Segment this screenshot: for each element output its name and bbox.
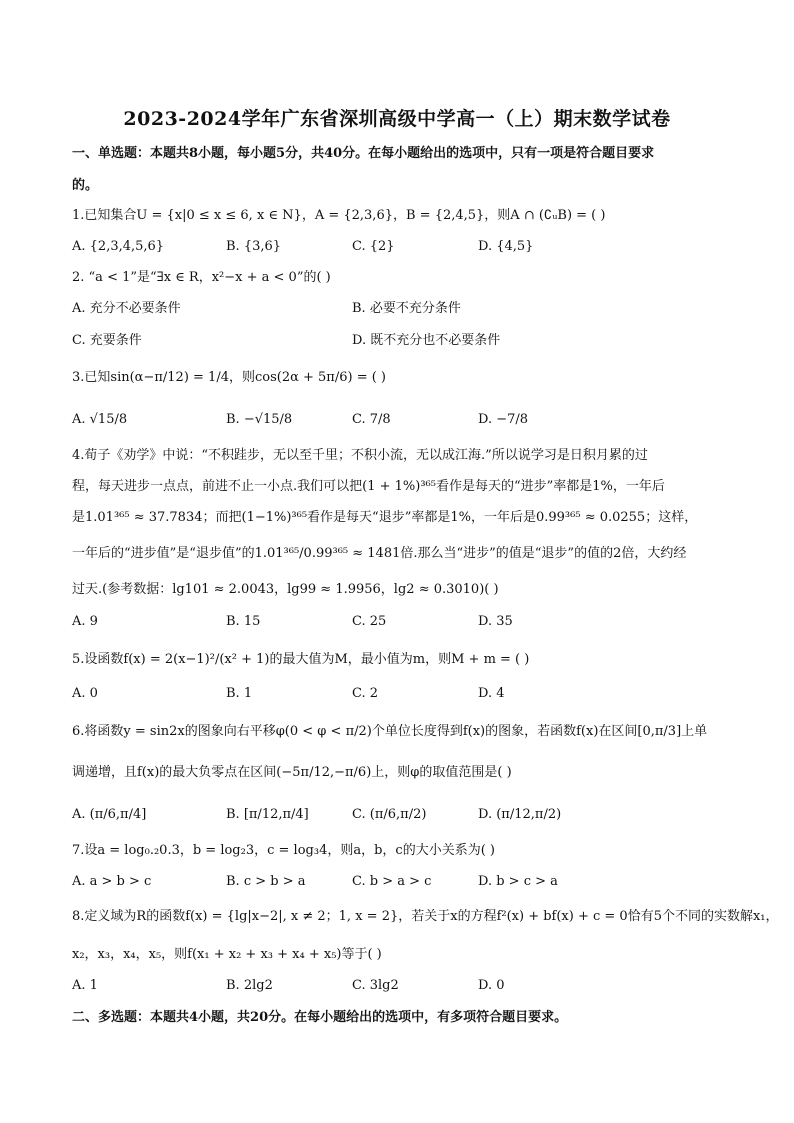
- option-d: D. 35: [478, 614, 513, 629]
- option-c: C. 3lg2: [352, 978, 399, 993]
- option-d: D. (π/12,π/2): [478, 807, 562, 822]
- question-8-line-1: 8.定义域为R的函数f(x) = {lg|x−2|, x ≠ 2；1, x = 2}，若关于x的方程f²(x) + bf(x) + c = 0恰有5个不同的实数解x₁，: [72, 909, 779, 924]
- question-6-options: [0, 805, 794, 825]
- option-b: B. −√15/8: [226, 412, 293, 427]
- option-d: D. 4: [478, 686, 505, 701]
- question-5-stem: 5.设函数f(x) = 2(x−1)²/(x² + 1)的最大值为M，最小值为m，则M + m = ( ): [72, 652, 530, 667]
- option-c: C. 7/8: [352, 412, 391, 427]
- question-3-stem: 3.已知sin(α−π/12) = 1/4，则cos(2α + 5π/6) = ( ): [72, 370, 386, 385]
- option-c: C. {2}: [352, 239, 395, 254]
- question-5-options: [0, 684, 794, 704]
- page-title: 2023-2024学年广东省深圳高级中学高一（上）期末数学试卷: [123, 108, 671, 130]
- question-2-options-row2: [0, 331, 794, 351]
- option-d: D. b > c > a: [478, 874, 558, 889]
- question-2-options-row1: [0, 299, 794, 319]
- option-b: B. 1: [226, 686, 253, 701]
- option-a: A. 充分不必要条件: [72, 301, 181, 316]
- option-c: C. 2: [352, 686, 379, 701]
- question-4-line-1: 4.荀子《劝学》中说：“不积跬步，无以至千里；不积小流，无以成江海.”所以说学习是日积月累的过: [72, 448, 648, 463]
- question-1-stem: 1.已知集合U = {x|0 ≤ x ≤ 6, x ∈ N}，A = {2,3,6}，B = {2,4,5}，则A ∩ (∁ᵤB) = ( ): [72, 208, 606, 223]
- option-a: A. 9: [72, 614, 98, 629]
- option-b: B. c > b > a: [226, 874, 306, 889]
- question-4-line-3: 是1.01³⁶⁵ ≈ 37.7834；而把(1−1%)³⁶⁵看作是每天“退步”率都是1%，一年后是0.99³⁶⁵ ≈ 0.0255；这样，: [72, 510, 698, 525]
- option-c: C. 25: [352, 614, 387, 629]
- option-d: D. −7/8: [478, 412, 529, 427]
- question-7-stem: 7.设a = log₀.₂0.3，b = log₂3，c = log₃4，则a，b，c的大小关系为( ): [72, 843, 495, 858]
- question-7-options: [0, 872, 794, 892]
- question-6-line-2: 调递增，且f(x)的最大负零点在区间(−5π/12,−π/6)上，则φ的取值范围是( ): [72, 765, 512, 780]
- question-4-line-5: 过天.(参考数据：lg101 ≈ 2.0043，lg99 ≈ 1.9956，lg2 ≈ 0.3010)( ): [72, 582, 499, 597]
- option-a: A. 0: [72, 686, 98, 701]
- question-4-line-4: 一年后的“进步值”是“退步值”的1.01³⁶⁵/0.99³⁶⁵ ≈ 1481倍.那么当“进步”的值是“退步”的值的2倍，大约经: [72, 546, 687, 561]
- section-1-heading-cont: 的。: [72, 178, 99, 193]
- option-b: B. 必要不充分条件: [352, 301, 461, 316]
- question-2-stem: 2. “a < 1”是“∃x ∈ R，x²−x + a < 0”的( ): [72, 270, 331, 285]
- option-a: A. 1: [72, 978, 98, 993]
- option-a: A. (π/6,π/4]: [72, 807, 147, 822]
- option-d: D. 0: [478, 978, 505, 993]
- option-d: D. {4,5}: [478, 239, 534, 254]
- option-b: B. [π/12,π/4]: [226, 807, 309, 822]
- option-a: A. a > b > c: [72, 874, 152, 889]
- option-c: C. 充要条件: [72, 333, 142, 348]
- option-b: B. 15: [226, 614, 261, 629]
- question-3-options: [0, 410, 794, 430]
- option-c: C. (π/6,π/2): [352, 807, 427, 822]
- question-4-options: [0, 612, 794, 632]
- option-d: D. 既不充分也不必要条件: [352, 333, 501, 348]
- section-2-heading: 二、多选题：本题共4小题，共20分。在每小题给出的选项中，有多项符合题目要求。: [72, 1010, 568, 1025]
- question-4-line-2: 程，每天进步一点点，前进不止一小点.我们可以把(1 + 1%)³⁶⁵看作是每天的“进步”率都是1%，一年后: [72, 479, 665, 494]
- question-1-options: [0, 237, 794, 257]
- question-8-options: [0, 976, 794, 996]
- question-8-line-2: x₂，x₃，x₄，x₅，则f(x₁ + x₂ + x₃ + x₄ + x₅)等于( ): [72, 947, 382, 962]
- section-1-heading: 一、单选题：本题共8小题，每小题5分，共40分。在每小题给出的选项中，只有一项是符合题目要求: [72, 146, 655, 161]
- option-c: C. b > a > c: [352, 874, 432, 889]
- question-6-line-1: 6.将函数y = sin2x的图象向右平移φ(0 < φ < π/2)个单位长度得到f(x)的图象，若函数f(x)在区间[0,π/3]上单: [72, 724, 708, 739]
- option-b: B. 2lg2: [226, 978, 273, 993]
- option-a: A. {2,3,4,5,6}: [72, 239, 165, 254]
- option-b: B. {3,6}: [226, 239, 282, 254]
- option-a: A. √15/8: [72, 412, 128, 427]
